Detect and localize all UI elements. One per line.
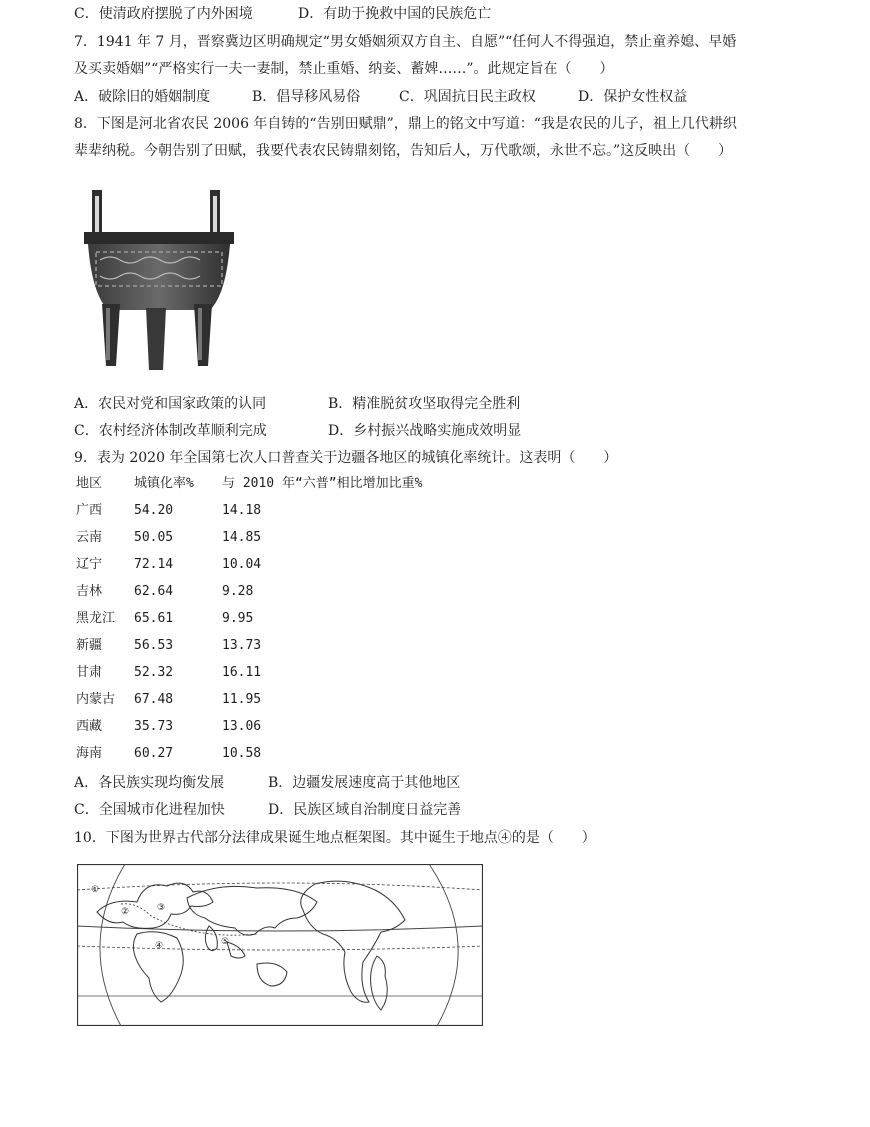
table-row bbox=[76, 582, 496, 602]
cell-region: 吉林 bbox=[76, 584, 103, 599]
cell-region: 西藏 bbox=[76, 719, 103, 734]
table-row bbox=[76, 744, 496, 764]
cell-increase: 9.95 bbox=[222, 611, 254, 626]
cell-increase: 16.11 bbox=[222, 665, 262, 680]
cell-increase: 14.18 bbox=[222, 503, 262, 518]
cell-region: 海南 bbox=[76, 746, 103, 761]
q10-stem: 10．下图为世界古代部分法律成果诞生地点框架图。其中诞生于地点④的是（ ） bbox=[74, 830, 596, 846]
table-header bbox=[76, 474, 496, 494]
cell-region: 甘肃 bbox=[76, 665, 103, 680]
cell-rate: 62.64 bbox=[134, 584, 174, 599]
cell-region: 广西 bbox=[76, 503, 103, 518]
table-row bbox=[76, 690, 496, 710]
cell-region: 云南 bbox=[76, 530, 103, 545]
q8-option-b: B．精准脱贫攻坚取得完全胜利 bbox=[328, 396, 521, 412]
cell-rate: 65.61 bbox=[134, 611, 174, 626]
cell-increase: 14.85 bbox=[222, 530, 262, 545]
marker-4: ④ bbox=[155, 941, 164, 951]
q9-option-b: B．边疆发展速度高于其他地区 bbox=[268, 775, 461, 791]
q7-option-b: B．倡导移风易俗 bbox=[252, 89, 361, 105]
world-map-image bbox=[77, 864, 483, 1026]
q7-stem-line2: 及买卖婚姻”“严格实行一夫一妻制，禁止重婚、纳妾、蓄婢……”。此规定旨在（ ） bbox=[74, 61, 614, 77]
cell-increase: 9.28 bbox=[222, 584, 254, 599]
marker-1: ① bbox=[91, 885, 100, 895]
marker-3: ③ bbox=[157, 903, 166, 913]
cell-region: 内蒙古 bbox=[76, 692, 116, 707]
q8-option-a: A．农民对党和国家政策的认同 bbox=[74, 396, 267, 412]
cell-rate: 60.27 bbox=[134, 746, 174, 761]
cell-increase: 10.58 bbox=[222, 746, 262, 761]
cell-rate: 50.05 bbox=[134, 530, 174, 545]
table-row bbox=[76, 609, 496, 629]
q9-option-c: C．全国城市化进程加快 bbox=[74, 802, 225, 818]
table-row bbox=[76, 501, 496, 521]
q6-option-d: D．有助于挽救中国的民族危亡 bbox=[298, 6, 492, 22]
cell-increase: 11.95 bbox=[222, 692, 262, 707]
q8-stem-line1: 8．下图是河北省农民 2006 年自铸的“告别田赋鼎”，鼎上的铭文中写道：“我是农民的儿子，祖上几代耕织 bbox=[74, 116, 737, 132]
table-row bbox=[76, 636, 496, 656]
table-row bbox=[76, 528, 496, 548]
q7-option-d: D．保护女性权益 bbox=[578, 89, 688, 105]
q9-stem: 9．表为 2020 年全国第七次人口普查关于边疆各地区的城镇化率统计。这表明（ ） bbox=[74, 450, 618, 466]
q8-option-c: C．农村经济体制改革顺利完成 bbox=[74, 423, 267, 439]
cell-region: 黑龙江 bbox=[76, 611, 116, 626]
cell-increase: 10.04 bbox=[222, 557, 262, 572]
cell-rate: 67.48 bbox=[134, 692, 174, 707]
header-region: 地区 bbox=[76, 476, 103, 491]
q7-stem-line1: 7．1941 年 7 月，晋察冀边区明确规定“男女婚姻须双方自主、自愿”“任何人不得强迫，禁止童养媳、早婚 bbox=[74, 34, 737, 50]
cell-increase: 13.06 bbox=[222, 719, 262, 734]
cell-rate: 54.20 bbox=[134, 503, 174, 518]
q8-option-d: D．乡村振兴战略实施成效明显 bbox=[328, 423, 522, 439]
cell-region: 辽宁 bbox=[76, 557, 103, 572]
cell-rate: 52.32 bbox=[134, 665, 174, 680]
cell-rate: 56.53 bbox=[134, 638, 174, 653]
header-urbanization-rate: 城镇化率% bbox=[134, 476, 194, 491]
marker-5: ⑤ bbox=[221, 937, 230, 947]
ding-cauldron-image bbox=[80, 186, 240, 372]
table-row bbox=[76, 717, 496, 737]
q6-option-c: C．使清政府摆脱了内外困境 bbox=[74, 6, 253, 22]
table-row bbox=[76, 555, 496, 575]
header-increase: 与 2010 年“六普”相比增加比重% bbox=[222, 476, 423, 491]
q7-option-c: C．巩固抗日民主政权 bbox=[399, 89, 536, 105]
cell-rate: 35.73 bbox=[134, 719, 174, 734]
q8-stem-line2: 辈辈纳税。今朝告别了田赋，我要代表农民铸鼎刻铭，告知后人，万代歌颂，永世不忘。”这反映出（ ） bbox=[74, 143, 733, 159]
q7-option-a: A．破除旧的婚姻制度 bbox=[74, 89, 211, 105]
q9-option-a: A．各民族实现均衡发展 bbox=[74, 775, 225, 791]
table-row bbox=[76, 663, 496, 683]
marker-2: ② bbox=[121, 907, 130, 917]
cell-region: 新疆 bbox=[76, 638, 103, 653]
cell-rate: 72.14 bbox=[134, 557, 174, 572]
q9-option-d: D．民族区域自治制度日益完善 bbox=[268, 802, 462, 818]
cell-increase: 13.73 bbox=[222, 638, 262, 653]
